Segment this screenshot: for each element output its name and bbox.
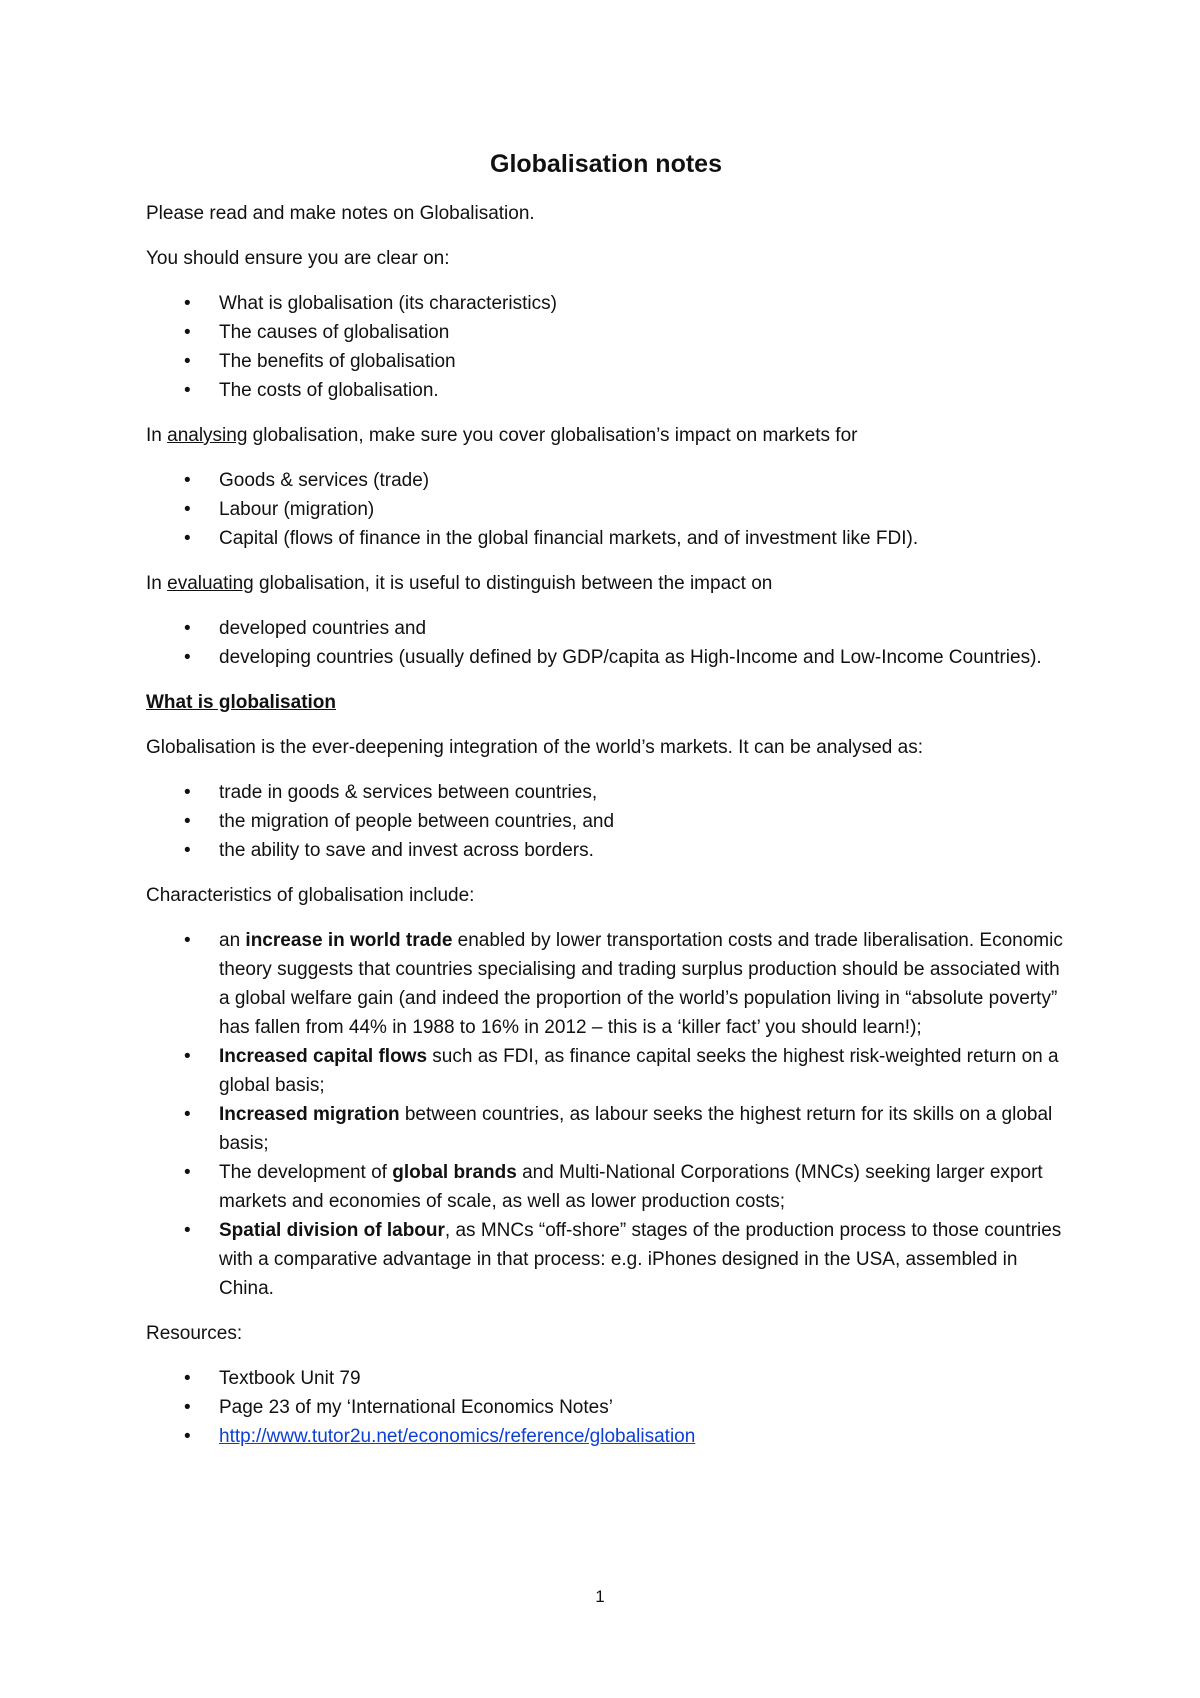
- evaluating-keyword: evaluating: [167, 573, 254, 594]
- analysed-list: [146, 778, 1066, 865]
- list-item: • the migration of people between countries, and: [219, 807, 1066, 836]
- list-item: • Goods & services (trade): [219, 466, 1066, 495]
- list-item: • Increased migration between countries, as labour seeks the highest return for its skills on a global basis;: [219, 1100, 1066, 1158]
- list-item: • Increased capital flows such as FDI, as finance capital seeks the highest risk-weighted return on a global basis;: [219, 1042, 1066, 1100]
- characteristics-lead-paragraph: Characteristics of globalisation include:: [146, 885, 475, 906]
- list-item: • The causes of globalisation: [219, 318, 1066, 347]
- definition-paragraph: Globalisation is the ever-deepening integration of the world’s markets. It can be analysed as:: [146, 737, 923, 758]
- countries-list: [146, 614, 1066, 672]
- page-title: Globalisation notes: [490, 150, 722, 178]
- list-item: • The development of global brands and Multi-National Corporations (MNCs) seeking larger export markets and economies of scale, as well as lower production costs;: [219, 1158, 1066, 1216]
- list-item: • Textbook Unit 79: [219, 1364, 1066, 1393]
- list-item: • What is globalisation (its characteristics): [219, 289, 1066, 318]
- section-heading: What is globalisation: [146, 692, 337, 713]
- markets-list: [146, 466, 1066, 553]
- page-number: 1: [595, 1587, 605, 1606]
- intro-paragraph: Please read and make notes on Globalisation.: [146, 203, 535, 224]
- list-item: • the ability to save and invest across borders.: [219, 836, 1066, 865]
- characteristics-list: [146, 926, 1066, 1303]
- list-item: • Capital (flows of finance in the global financial markets, and of investment like FDI).: [219, 524, 1066, 553]
- analysing-keyword: analysing: [167, 425, 248, 446]
- document-body: [146, 147, 1066, 1467]
- evaluating-paragraph: In evaluating globalisation, it is useful to distinguish between the impact on: [146, 573, 773, 594]
- list-item: • Labour (migration): [219, 495, 1066, 524]
- list-item: • Spatial division of labour, as MNCs “off-shore” stages of the production process to those countries with a comparative advantage in that process: e.g. iPhones designed in the USA, assembled in China.: [219, 1216, 1066, 1303]
- ensure-list: [146, 289, 1066, 405]
- list-item: • The benefits of globalisation: [219, 347, 1066, 376]
- list-item: • trade in goods & services between countries,: [219, 778, 1066, 807]
- resources-list: [146, 1364, 1066, 1451]
- ensure-lead-paragraph: You should ensure you are clear on:: [146, 248, 450, 269]
- resource-link[interactable]: http://www.tutor2u.net/economics/reference/globalisation: [219, 1426, 696, 1447]
- list-item: • developing countries (usually defined by GDP/capita as High-Income and Low-Income Countries).: [219, 643, 1066, 672]
- list-item: [219, 1422, 1066, 1451]
- list-item: • developed countries and: [219, 614, 1066, 643]
- resources-lead-paragraph: Resources:: [146, 1323, 243, 1344]
- list-item: • Page 23 of my ‘International Economics Notes’: [219, 1393, 1066, 1422]
- list-item: • The costs of globalisation.: [219, 376, 1066, 405]
- analysing-paragraph: In analysing globalisation, make sure you cover globalisation’s impact on markets for: [146, 425, 858, 446]
- list-item: • an increase in world trade enabled by lower transportation costs and trade liberalisation. Economic theory suggests that countries specialising and trading surplus production should be associated with a global welfare gain (and indeed the proportion of the world’s population living in “absolute poverty” has fallen from 44% in 1988 to 16% in 2012 – this is a ‘killer fact’ you should learn!);: [219, 926, 1066, 1042]
